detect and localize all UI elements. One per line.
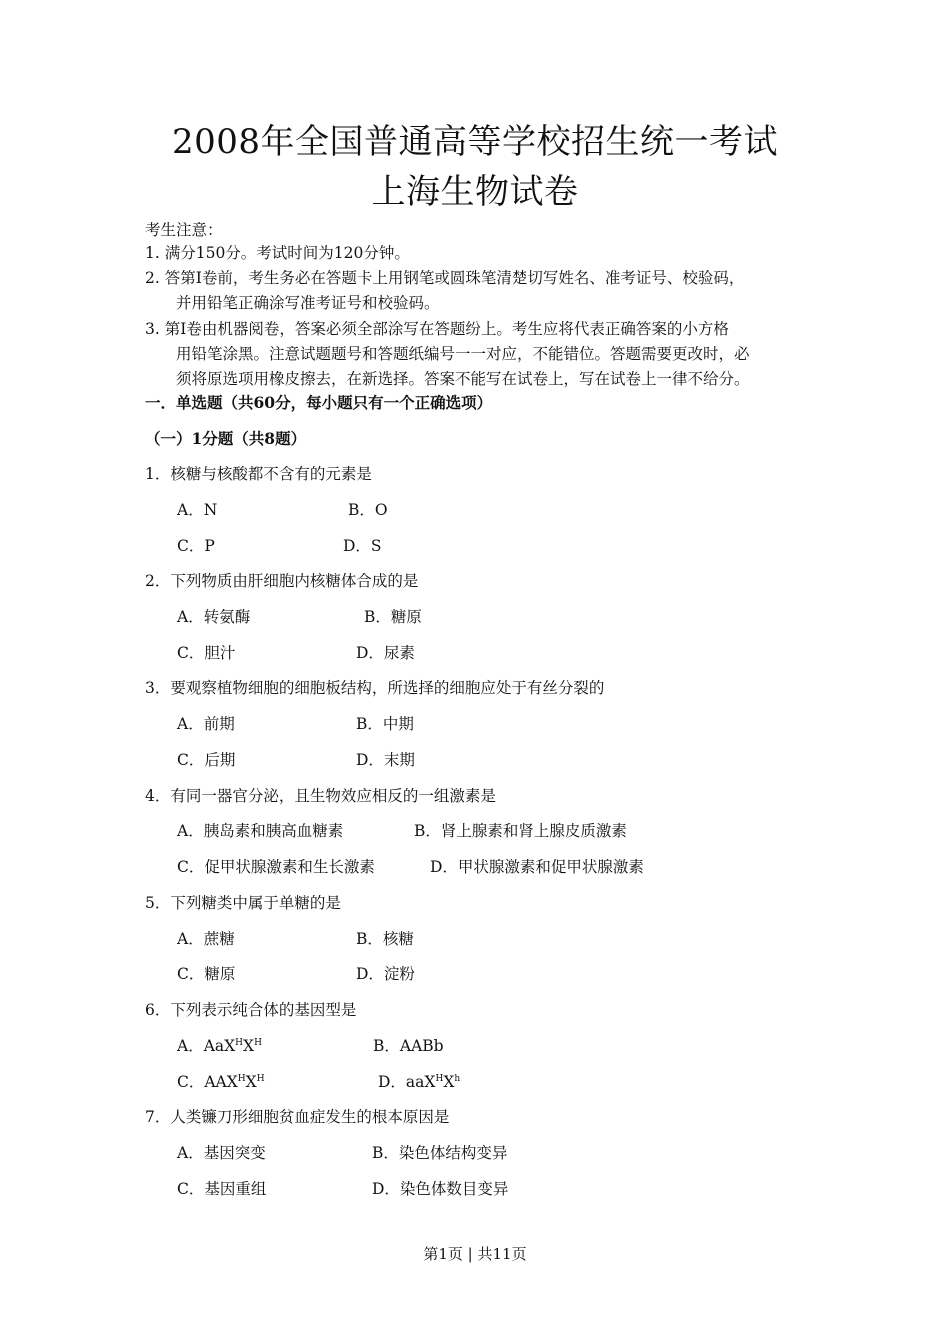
question-3-stem: 3．要观察植物细胞的细胞板结构，所选择的细胞应处于有丝分裂的 bbox=[145, 679, 605, 697]
question-4-stem: 4．有同一器官分泌，且生物效应相反的一组激素是 bbox=[145, 787, 496, 805]
question-1-option-b: B．O bbox=[348, 501, 388, 519]
question-2-option-a: A．转氨酶 bbox=[177, 608, 251, 626]
notice-item-3: 3. 第Ⅰ卷由机器阅卷，答案必须全部涂写在答题纷上。考生应将代表正确答案的小方格 bbox=[145, 320, 729, 338]
question-2-stem: 2．下列物质由肝细胞内核糖体合成的是 bbox=[145, 572, 419, 590]
question-5-stem: 5．下列糖类中属于单糖的是 bbox=[145, 894, 341, 912]
question-6-option-d: D．$aaX^HX^h$ bbox=[378, 1073, 461, 1091]
question-6-option-c: C．$AAX^HX^H$ bbox=[177, 1073, 265, 1091]
question-1-option-d: D．S bbox=[343, 537, 382, 555]
question-4-option-c: C．促甲状腺激素和生长激素 bbox=[177, 858, 375, 876]
question-5-option-c: C．糖原 bbox=[177, 965, 236, 983]
question-7-option-a: A．基因突变 bbox=[177, 1144, 266, 1162]
question-4-option-b: B．肾上腺素和肾上腺皮质激素 bbox=[414, 822, 627, 840]
exam-title: 2008年全国普通高等学校招生统一考试 bbox=[171, 122, 779, 162]
subsection-heading: （一）1分题（共8题） bbox=[145, 429, 307, 448]
question-7-option-c: C．基因重组 bbox=[177, 1180, 267, 1198]
question-7-option-b: B．染色体结构变异 bbox=[372, 1144, 508, 1162]
question-5-option-a: A．蔗糖 bbox=[177, 930, 235, 948]
question-6-stem: 6．下列表示纯合体的基因型是 bbox=[145, 1001, 357, 1019]
notice-item-3-cont2: 须将原选项用橡皮擦去，在新选择。答案不能写在试卷上，写在试卷上一律不给分。 bbox=[176, 370, 750, 388]
question-3-option-b: B．中期 bbox=[356, 715, 414, 733]
question-1-option-a: A．N bbox=[177, 501, 218, 519]
question-3-option-a: A．前期 bbox=[177, 715, 235, 733]
question-3-option-c: C．后期 bbox=[177, 751, 236, 769]
question-6-option-a: A．$AaX^HX^H$ bbox=[177, 1037, 262, 1055]
question-4-option-d: D．甲状腺激素和促甲状腺激素 bbox=[430, 858, 644, 876]
question-1-option-c: C．P bbox=[177, 537, 215, 555]
question-6-option-b: B．AABb bbox=[373, 1037, 444, 1055]
section-heading: 一．单选题（共60分，每小题只有一个正确选项） bbox=[145, 393, 493, 412]
question-2-option-b: B．糖原 bbox=[364, 608, 422, 626]
question-2-option-c: C．胆汁 bbox=[177, 644, 236, 662]
question-2-option-d: D．尿素 bbox=[356, 644, 415, 662]
notice-item-2-cont: 并用铅笔正确涂写准考证号和校验码。 bbox=[176, 294, 440, 312]
question-7-option-d: D．染色体数目变异 bbox=[372, 1180, 509, 1198]
question-5-option-d: D．淀粉 bbox=[356, 965, 415, 983]
question-4-option-a: A．胰岛素和胰高血糖素 bbox=[177, 822, 344, 840]
question-7-stem: 7．人类镰刀形细胞贫血症发生的根本原因是 bbox=[145, 1108, 450, 1126]
question-1-stem: 1．核糖与核酸都不含有的元素是 bbox=[145, 465, 372, 483]
question-5-option-b: B．核糖 bbox=[356, 930, 414, 948]
question-3-option-d: D．末期 bbox=[356, 751, 415, 769]
notice-item-3-cont1: 用铅笔涂黑。注意试题题号和答题纸编号一一对应，不能错位。答题需要更改时，必 bbox=[176, 345, 750, 363]
notice-heading: 考生注意： bbox=[145, 221, 223, 239]
page-footer: 第1页 | 共11页 bbox=[423, 1245, 527, 1263]
exam-subtitle: 上海生物试卷 bbox=[371, 172, 579, 212]
notice-item-2: 2. 答第Ⅰ卷前，考生务必在答题卡上用钢笔或圆珠笔清楚切写姓名、准考证号、校验码， bbox=[145, 269, 745, 287]
notice-item-1: 1. 满分150分。考试时间为120分钟。 bbox=[145, 244, 410, 262]
